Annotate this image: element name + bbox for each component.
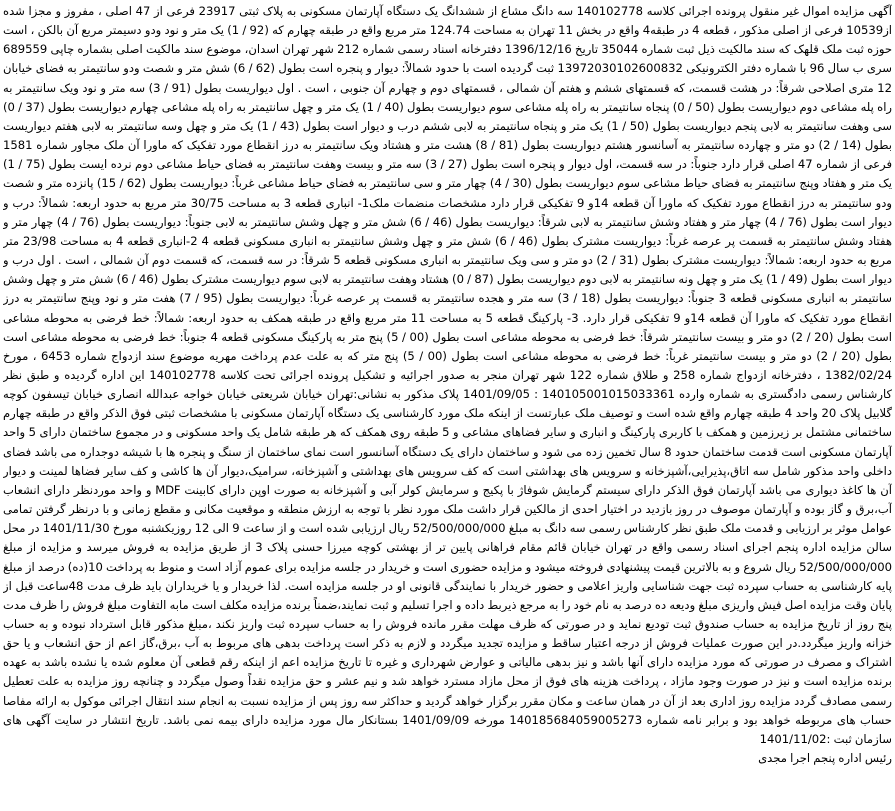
signature: رئیس اداره پنجم اجرا مجدی [758, 751, 892, 766]
notice-footer [3, 749, 892, 768]
auction-notice [3, 2, 892, 808]
notice-body: آگهی مزایده اموال غیر منقول پرونده اجرائی کلاسه 140102778 سه دانگ مشاع از ششدانگ یک دستگاه آپارتمان مسکونی به پلاک ثبتی 23917 فرعی از 47 اصلی ، مفروز و مجزا شده از10539 فرعی از اصلی مذکور ، قطعه 4 در طبقه4 واقع در بخش 11 تهران به مساحت 124.74 متر مربع واقع در طبقه چهارم که (92 / 1) یک متر و نود ودو دسیمتر مربع آن بالکن ، است حوزه ثبت ملک قلهک که سند مالکیت ذیل ثبت شماره 35044 تاریخ 1396/12/16 دفترخانه اسناد رسمی شماره 212 شهر تهران اسدان، موضوع سند مالکیت اصلی بشماره چاپی 689559 سری ب سال 96 با شماره دفتر الکترونیکی 13972030102600832 ثبت گردیده است با حدود شمالاً: دیوار و پنجره است بطول (62 / 6) شش متر و شصت ودو سانتیمتر به فضای خیابان 12 متری اصلاحی شرقاً: در هشت قسمت، که قسمتهای ششم و هفتم آن شمالی ، قسمتهای دوم و چهارم آن جنوبی ، است . اول دیواریست بطول (91 / 3) سه متر و نود ویک سانتیمتر به راه پله مشاعی دوم دیواریست بطول (50 / 0) پنجاه سانتیمتر به راه پله مشاعی سوم دیواریست بطول (40 / 1) یک متر و چهل سانتیمتر به راه پله مشاعی چهارم دیواریست بطول (37 / 0) سی وهفت سانتیمتر به لابی پنجم دیواریست بطول (50 / 1) یک متر و پنجاه سانتیمتر به لابی ششم درب و دیوار است بطول (43 / 1) یک متر و چهل وسه سانتیمتر به لابی هفتم دیواریست بطول (14 / 2) دو متر و چهارده سانتیمتر به آسانسور هشتم دیواریست بطول (81 / 8) هشت متر و هشتاد ویک سانتیمتر به درز انقطاع مورد تفکیک که ماورا آن ملک مجاور شماره 1581 فرعی از شماره 47 اصلی قرار دارد جنوباً: در سه قسمت، اول دیوار و پنجره است بطول (27 / 3) سه متر و بیست وهفت سانتیمتر به فضای حیاط مشاعی دوم نرده ایست بطول (75 / 1) یک متر و هفتاد وپنج سانتیمتر به فضای حیاط مشاعی سوم دیواریست بطول (30 / 4) چهار متر و سی سانتیمتر به فضای حیاط مشاعی غرباً: دیواریست بطول (62 / 15) پانزده متر و شصت ودو سانتیمتر به درز انقطاع مورد تفکیک که ماورا آن قطعه 14و 9 تفکیکی قرار دارد مشخصات منضمات ملک1- انباری قطعه 3 به مساحت 30/75 متر مربع به حدود اربعه: شمالاً: درب و دیوار است بطول (76 / 4) چهار متر و هفتاد وشش سانتیمتر به لابی شرقاً: دیواریست بطول (46 / 6) شش متر و چهل وشش سانتیمتر به لابی جنوباً: دیواریست بطول (76 / 4) چهار متر و هفتاد وشش سانتیمتر به قسمت پر عرصه غرباً: دیواریست مشترک بطول (46 / 6) شش متر و چهل وشش سانتیمتر به انباری مسکونی قطعه 4 2-انباری قطعه 4 به مساحت 23/98 متر مربع به حدود اربعه: شمالاً: دیواریست مشترک بطول (31 / 2) دو متر و سی ویک سانتیمتر به انباری مسکونی قطعه 5 شرقاً: در سه قسمت، که قسمت دوم آن شمالی ، است . اول درب و دیوار است بطول (49 / 1) یک متر و چهل ونه سانتیمتر به لابی دوم دیواریست بطول (87 / 0) هشتاد وهفت سانتیمتر به لابی سوم دیواریست مشترک بطول (46 / 6) شش متر و چهل وشش سانتیمتر به انباری مسکونی قطعه 3 جنوباً: دیواریست بطول (18 / 3) سه متر و هجده سانتیمتر به قسمت پر عرصه غرباً: دیواریست بطول (95 / 7) هفت متر و نود وپنج سانتیمتر به درز انقطاع مورد تفکیک که ماورا آن قطعه 14و 9 تفکیکی قرار دارد. 3- پارکینگ قطعه 5 به مساحت 11 متر مربع واقع در طبقه همکف به حدود اربعه: شمالاً: خط فرضی به محوطه مشاعی است بطول (20 / 2) دو متر و بیست سانتیمتر شرقاً: خط فرضی به محوطه مشاعی است بطول (00 / 5) پنج متر به پارکینگ مسکونی قطعه 4 جنوباً: خط فرضی به محوطه مشاعی است بطول (20 / 2) دو متر و بیست سانتیمتر غرباً: خط فرضی به محوطه مشاعی است بطول (00 / 5) پنج متر که به علت عدم پرداخت مهریه موضوع سند ازدواج شماره 6453 ، مورخ 1382/02/24 ، دفترخانه ازدواج شماره 258 و طلاق شماره 122 شهر تهران منجر به صدور اجرائیه و تشکیل پرونده اجرائی تحت کلاسه 140102778 این اداره گردیده و طبق نظر کارشناس رسمی دادگستری به شماره وارده 140105001015033361 : 1401/09/05 پلاک مذکور به نشانی:تهران خیابان شریعتی خیابان خواجه عبدالله انصاری خیابان تیسفون کوچه گلابیل پلاک 20 واحد 4 طبقه چهارم واقع شده است و توصیف ملک عبارتست از اینکه ملک مورد کارشناسی یک دستگاه آپارتمان مسکونی با مشخصات ثبتی فوق الذکر واقع در طبقه چهارم ساختمانی مشتمل بر زیرزمین و همکف با کاربری پارکینگ و انباری و سایر فضاهای مشاعی و 5 طبقه روی همکف که هر طبقه شامل یک واحد مسکونی و در مجموع ساختمان دارای 5 واحد آپارتمان مسکونی است قدمت ساختمان حدود 8 سال تخمین زده می شود و ساختمان دارای یک دستگاه آسانسور است نمای ساختمان از سنگ و پنجره ها با شیشه دوجداره می باشد فضای داخلی واحد مذکور شامل سه اتاق،پذیرایی،آشپزخانه و سرویس های بهداشتی است که کف سرویس های بهداشتی و آشپزخانه، سرامیک،دیوار آن ها کاشی و کف سایر فضاها لمینت و دیوار آن ها کاغذ دیواری می باشد آپارتمان فوق الذکر دارای سیستم گرمایش شوفاژ با پکیج و سرمایش کولر آبی و آشپزخانه به صورت اوپن دارای کابینت MDF و واحد موردنظر دارای انشعاب آب،برق و گاز بوده و آپارتمان موصوف در روز بازدید در اختیار احدی از مالکین قرار داشت ملک مورد نظر با توجه به ارزش منطقه و موقعیت مکانی و مقطع زمانی و با درنظر گرفتن تمامی عوامل موثر بر ارزیابی و قدمت ملک طبق نظر کارشناس رسمی سه دانگ به مبلغ 52/500/000/000 ریال ارزیابی شده است و از ساعت 9 الی 12 روزیکشنبه مورخ 1401/11/30 در محل سالن مزایده اداره پنجم اجرای اسناد رسمی واقع در تهران خیابان قائم مقام فراهانی پایین تر از بهشتی کوچه میرزا حسنی پلاک 3 از طریق مزایده به فروش میرسد و مزایده از مبلغ 52/500/000/000 ریال شروع و به بالاترین قیمت پیشنهادی فروخته میشود و مزایده حضوری است و خریدار در جلسه مزایده برای عموم آزاد است و منوط به پرداخت 10(ده) درصد از مبلغ پایه کارشناسی به حساب سپرده ثبت جهت شناسایی واریز اعلامی و حضور خریدار با نمایندگی قانونی او در جلسه مزایده است. لذا خریدار و یا خریداران باید ظرف مدت 48ساعت قبل از پایان وقت مزایده اصل فیش واریزی مبلغ ودیعه ده درصد به نام خود را به مرجع ذیربط داده و اجرا تسلیم و ثبت نمایند،ضمناً برنده مزایده مکلف است مابه التفاوت مبلغ فروش را ظرف مدت پنج روز از تاریخ مزایده به حساب صندوق ثبت تودیع نماید و در صورتی که ظرف مهلت مقرر مانده فروش را به حساب سپرده ثبت واریز نکند ،مبلغ مذکور قابل استرداد نبوده و به حساب خزانه واریز میگردد.در این صورت عملیات فروش از درجه اعتبار ساقط و مزایده تجدید میگردد و لازم به ذکر است پرداخت بدهی های مربوط به آب ،برق،گاز اعم از حق انشعاب و یا حق اشتراک و مصرف در صورتی که مورد مزایده دارای آنها باشد و نیز بدهی مالیاتی و عوارض شهرداری و غیره تا تاریخ مزایده اعم از اینکه رقم قطعی آن معلوم شده یا نشده باشد به عهده برنده مزایده است و نیز در صورت وجود مازاد ، پرداخت هزینه های فوق از محل مازاد مسترد خواهد شد و نیم عشر و حق مزایده نقداً وصول میگردد و چنانچه روز مزایده به علت تعطیل رسمی مصادف گردد مزایده روز اداری بعد از آن در همان ساعت و مکان مقرر برگزار خواهد گردید و حداکثر سه روز پس از مزایده نسبت به انجام سند انتقال اجرائی موکول به ارائه مفاصا حساب های مربوطه خواهد بود و برابر نامه شماره 140185684059005273 مورخه 1401/09/09 بستانکار مال مورد مزایده دارای بیمه نمی باشد. تاریخ انتشار در سایت آگهی های سازمان ثبت :1401/11/02 [3, 4, 892, 746]
